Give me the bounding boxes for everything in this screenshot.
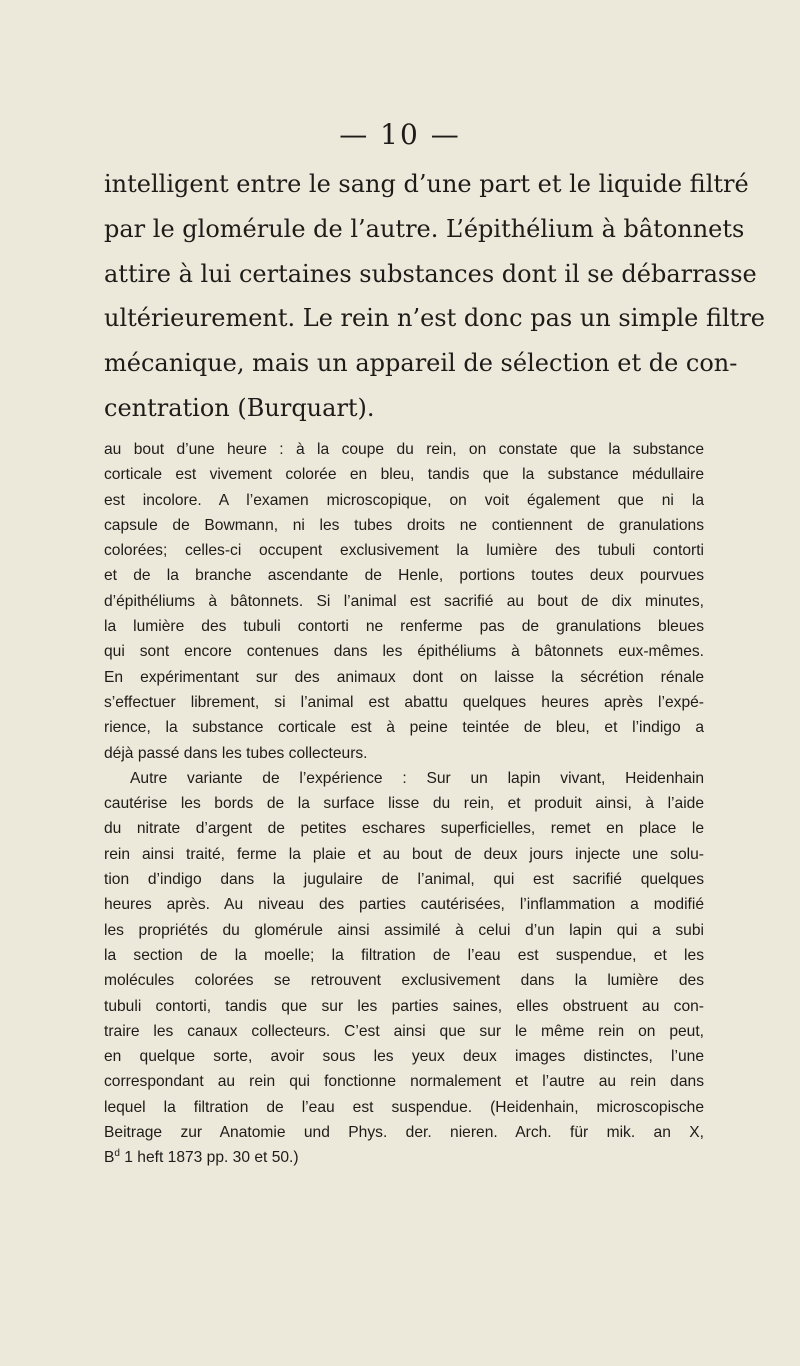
note-line: la lumière des tubuli contorti ne renferme pas de granulations bleues xyxy=(104,618,704,636)
footnote-paragraph xyxy=(104,437,704,1171)
note-line-final xyxy=(104,1145,704,1170)
note-line: est incolore. A l’examen microscopique, on voit également que ni la xyxy=(104,491,704,509)
note-line: correspondant au rein qui fonctionne normalement et l’autre au rein dans xyxy=(104,1073,704,1091)
note-line: capsule de Bowmann, ni les tubes droits ne contiennent de granulations xyxy=(104,516,704,534)
note-line: En expérimentant sur des animaux dont on laisse la sécrétion rénale xyxy=(104,668,704,686)
note-line: du nitrate d’argent de petites eschares superficielles, remet en place le xyxy=(104,820,704,838)
page-number: — 10 — xyxy=(339,118,461,151)
note-line: d’épithéliums à bâtonnets. Si l’animal est sacrifié au bout de dix minutes, xyxy=(104,592,704,610)
note-line: tubuli contorti, tandis que sur les parties saines, elles obstruent au con- xyxy=(104,997,704,1015)
main-line: mécanique, mais un appareil de sélection et de con- xyxy=(104,349,738,378)
note-line: en quelque sorte, avoir sous les yeux deux images distinctes, l’une xyxy=(104,1048,704,1066)
main-line: centration (Burquart). xyxy=(104,393,375,422)
note-line: déjà passé dans les tubes collecteurs. xyxy=(104,744,368,762)
note-line: s’effectuer librement, si l’animal est abattu quelques heures après l’expé- xyxy=(104,693,704,711)
note-line: traire les canaux collecteurs. C’est ainsi que sur le même rein on peut, xyxy=(104,1022,704,1040)
note-line: heures après. Au niveau des parties cautérisées, l’inflammation a modifié xyxy=(104,896,704,914)
main-paragraph xyxy=(104,162,765,431)
main-line: attire à lui certaines substances dont il se débarrasse xyxy=(104,259,757,288)
main-line: par le glomérule de l’autre. L’épithélium à bâtonnets xyxy=(104,214,745,243)
main-line: ultérieurement. Le rein n’est donc pas un simple filtre xyxy=(104,304,765,333)
note-line: tion d’indigo dans la jugulaire de l’animal, qui est sacrifié quelques xyxy=(104,871,704,889)
note-final-rest: 1 heft 1873 pp. 30 et 50.) xyxy=(119,1149,299,1167)
note-line: rience, la substance corticale est à peine teintée de bleu, et l’indigo a xyxy=(104,719,704,737)
note-line: Autre variante de l’expérience : Sur un lapin vivant, Heidenhain xyxy=(130,769,704,787)
main-line: intelligent entre le sang d’une part et le liquide filtré xyxy=(104,170,749,198)
note-line: corticale est vivement colorée en bleu, tandis que la substance médullaire xyxy=(104,466,704,484)
note-line: Beitrage zur Anatomie und Phys. der. nieren. Arch. für mik. an X, xyxy=(104,1124,704,1142)
note-line: molécules colorées se retrouvent exclusivement dans la lumière des xyxy=(104,972,704,990)
note-line: les propriétés du glomérule ainsi assimilé à celui d’un lapin qui a subi xyxy=(104,921,704,939)
note-line: rein ainsi traité, ferme la plaie et au bout de deux jours injecte une solu- xyxy=(104,845,704,863)
note-line: lequel la filtration de l’eau est suspendue. (Heidenhain, microscopische xyxy=(104,1098,704,1116)
note-line: au bout d’une heure : à la coupe du rein, on constate que la substance xyxy=(104,441,704,458)
note-final-prefix: B xyxy=(104,1149,115,1167)
note-line: qui sont encore contenues dans les épithéliums à bâtonnets eux-mêmes. xyxy=(104,643,704,661)
note-line: la section de la moelle; la filtration de l’eau est suspendue, et les xyxy=(104,946,704,964)
note-line: colorées; celles-ci occupent exclusivement la lumière des tubuli contorti xyxy=(104,542,704,560)
note-final-superscript: d xyxy=(114,1148,120,1160)
note-line: cautérise les bords de la surface lisse du rein, et produit ainsi, à l’aide xyxy=(104,795,704,813)
note-line: et de la branche ascendante de Henle, portions toutes deux pourvues xyxy=(104,567,704,585)
